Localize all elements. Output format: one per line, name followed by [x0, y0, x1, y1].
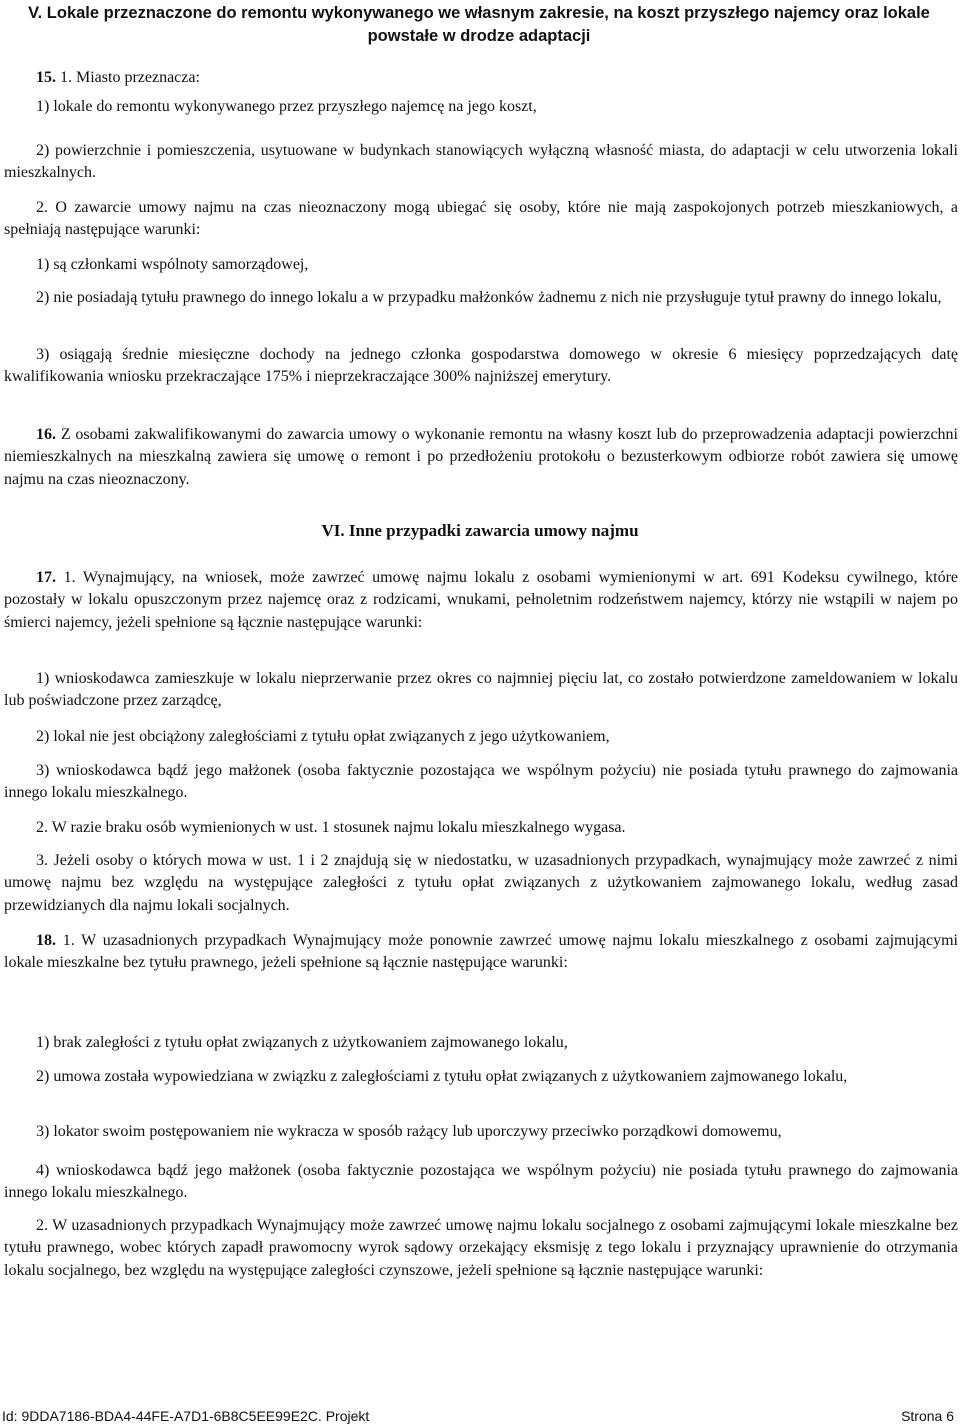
paragraph-text: 1. Miasto przeznacza: — [56, 69, 200, 86]
list-item: 1) wnioskodawca zamieszkuje w lokalu nieprzerwanie przez okres co najmniej pięciu lat, co zostało potwierdzone zameldowaniem w lokalu lub poświadczone przez zarządcę, — [4, 670, 958, 710]
section-title: VI. Inne przypadki zawarcia umowy najmu — [321, 521, 639, 540]
paragraph-15-1 — [4, 67, 958, 89]
list-item: 1) brak zaległości z tytułu opłat związanych z użytkowaniem zajmowanego lokalu, — [36, 1034, 568, 1051]
chapter-heading: V. Lokale przeznaczone do remontu wykonywanego we własnym zakresie, na koszt przyszłego najemcy oraz lokale powstałe w drodze adaptacji — [28, 4, 930, 45]
paragraph-17-2: 2. W razie braku osób wymienionych w ust. 1 stosunek najmu lokalu mieszkalnego wygasa. — [36, 819, 626, 836]
paragraph-18-1 — [4, 930, 958, 975]
list-item: 1) lokale do remontu wykonywanego przez przyszłego najemcę na jego koszt, — [36, 98, 537, 115]
paragraph-17-3: 3. Jeżeli osoby o których mowa w ust. 1 i 2 znajdują się w niedostatku, w uzasadnionych przypadkach, wynajmujący może zawrzeć z nimi umowę najmu bez względu na występujące zaległości z tytułu opłat związanych z użytkowaniem zajmowanego lokalu, według zasad przewidzianych dla najmu lokali socjalnych. — [4, 852, 958, 914]
paragraph-text: 1. W uzasadnionych przypadkach Wynajmujący może ponownie zawrzeć umowę najmu lokalu mieszkalnego z osobami zajmującymi lokale mieszkalne bez tytułu prawnego, jeżeli spełnione są łącznie następujące warunki: — [4, 932, 958, 972]
paragraph-17-1 — [4, 567, 958, 634]
paragraph-text: 1. Wynajmujący, na wniosek, może zawrzeć umowę najmu lokalu z osobami wymienionymi w art. 691 Kodeksu cywilnego, które pozostały w lokalu opuszczonym przez najemcę oraz z rodzicami, wnukami, pełnoletnim rodzeństwem najemcy, którzy nie wstąpili w najem po śmierci najemcy, jeżeli spełnione są łącznie następujące warunki: — [4, 569, 958, 631]
list-item: 2) powierzchnie i pomieszczenia, usytuowane w budynkach stanowiących wyłączną własność miasta, do adaptacji w celu utworzenia lokali mieszkalnych. — [4, 142, 958, 182]
paragraph-number: 18. — [36, 932, 56, 949]
paragraph-number: 16. — [36, 426, 56, 443]
list-item: 4) wnioskodawca bądź jego małżonek (osoba faktycznie pozostająca we wspólnym pożyciu) nie posiada tytułu prawnego do zajmowania innego lokalu mieszkalnego. — [4, 1162, 958, 1202]
list-item: 3) wnioskodawca bądź jego małżonek (osoba faktycznie pozostająca we wspólnym pożyciu) nie posiada tytułu prawnego do zajmowania innego lokalu mieszkalnego. — [4, 762, 958, 802]
list-item: 3) lokator swoim postępowaniem nie wykracza w sposób rażący lub uporczywy przeciwko porządkowi domowemu, — [36, 1123, 782, 1140]
paragraph-18-2: 2. W uzasadnionych przypadkach Wynajmujący może zawrzeć umowę najmu lokalu socjalnego z osobami zajmującymi lokale mieszkalne bez tytułu prawnego, wobec których zapadł prawomocny wyrok sądowy orzekający eksmisję z tego lokalu i przyznający uprawnienie do otrzymania lokalu socjalnego, bez względu na występujące zaległości czynszowe, jeżeli spełnione są łącznie następujące warunki: — [4, 1217, 958, 1279]
paragraph-15-2: 2. O zawarcie umowy najmu na czas nieoznaczony mogą ubiegać się osoby, które nie mają zaspokojonych potrzeb mieszkaniowych, a spełniają następujące warunki: — [4, 199, 958, 239]
list-item: 2) nie posiadają tytułu prawnego do innego lokalu a w przypadku małżonków żadnemu z nich nie przysługuje tytuł prawny do innego lokalu, — [36, 289, 942, 306]
paragraph-16 — [4, 424, 958, 491]
list-item: 2) lokal nie jest obciążony zaległościami z tytułu opłat związanych z jego użytkowaniem, — [36, 728, 610, 745]
paragraph-number: 15. — [36, 69, 56, 86]
list-item: 2) umowa została wypowiedziana w związku z zaległościami z tytułu opłat związanych z użytkowaniem zajmowanego lokalu, — [36, 1068, 848, 1085]
paragraph-number: 17. — [36, 569, 56, 586]
document-id: Id: 9DDA7186-BDA4-44FE-A7D1-6B8C5EE99E2C. Projekt — [2, 1408, 370, 1424]
list-item: 3) osiągają średnie miesięczne dochody na jednego członka gospodarstwa domowego w okresie 6 miesięcy poprzedzających datę kwalifikowania wniosku przekraczające 175% i nieprzekraczające 300% najniższej emerytury. — [4, 346, 958, 386]
list-item: 1) są członkami wspólnoty samorządowej, — [36, 256, 309, 273]
paragraph-text: Z osobami zakwalifikowanymi do zawarcia umowy o wykonanie remontu na własny koszt lub do przeprowadzenia adaptacji powierzchni niemieszkalnych na mieszkalną zawiera się umowę o remont i po przedłożeniu protokołu o bezusterkowym odbiorze robót zawiera się umowę najmu na czas nieoznaczony. — [4, 426, 958, 488]
page-number: Strona 6 — [901, 1408, 954, 1424]
